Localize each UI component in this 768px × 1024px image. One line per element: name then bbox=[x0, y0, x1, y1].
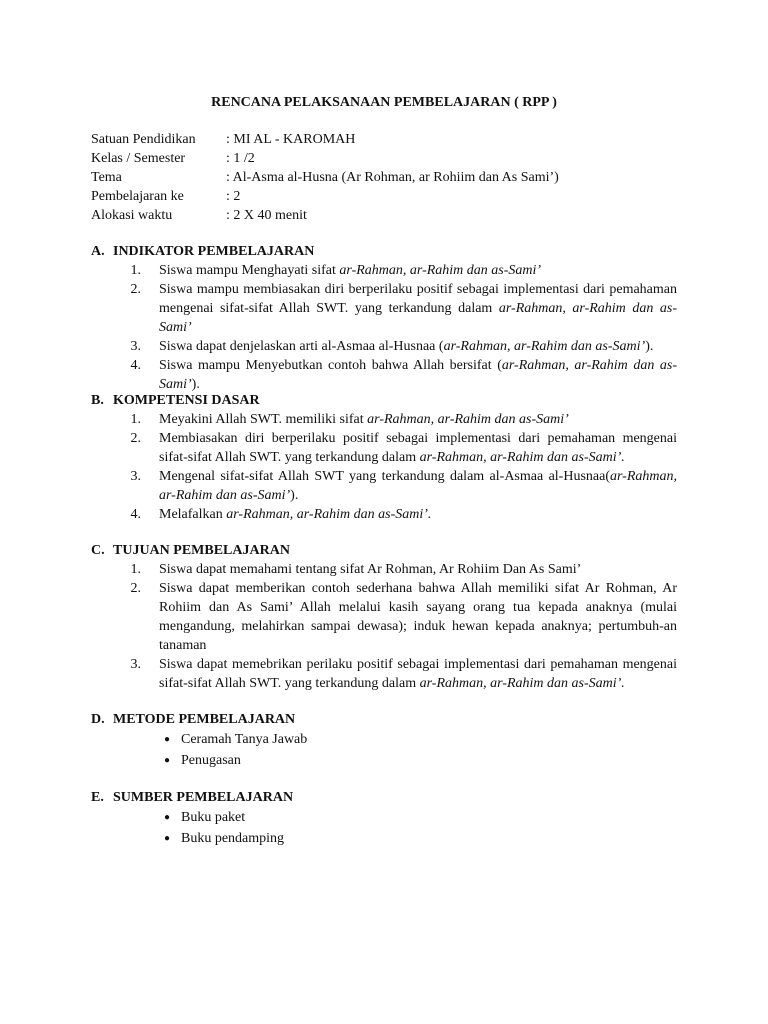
numbered-list bbox=[91, 410, 677, 524]
item-text-italic: ar-Rahman, ar-Rahim dan as-Sami’. bbox=[226, 507, 432, 522]
section-title: TUJUAN PEMBELAJARAN bbox=[113, 543, 290, 558]
item-number: 2. bbox=[130, 431, 141, 446]
section-heading bbox=[91, 242, 677, 261]
item-text-plain: Meyakini Allah SWT. memiliki sifat bbox=[159, 412, 368, 427]
item-number: 1. bbox=[130, 412, 141, 427]
info-row bbox=[91, 149, 559, 168]
item-text: Buku pendamping bbox=[181, 831, 285, 846]
item-text bbox=[159, 261, 677, 280]
list-item bbox=[91, 356, 677, 394]
list-item bbox=[91, 828, 677, 849]
list-item bbox=[91, 280, 677, 337]
item-number: 1. bbox=[130, 562, 141, 577]
item-text-plain: Siswa mampu Menyebutkan contoh bahwa Allah bersifat ( bbox=[159, 358, 502, 373]
item-text-plain: Membiasakan diri berperilaku positif sebagai implementasi dari pemahaman mengenai sifat-sifat Allah SWT. yang terkandung dalam bbox=[159, 431, 677, 465]
item-text-tail: ). bbox=[191, 377, 200, 392]
info-value: : MI AL - KAROMAH bbox=[226, 132, 356, 147]
list-item bbox=[91, 429, 677, 467]
section-heading bbox=[91, 710, 677, 729]
list-item bbox=[91, 579, 677, 655]
item-text bbox=[159, 410, 677, 429]
document-title: RENCANA PELAKSANAAN PEMBELAJARAN ( RPP ) bbox=[211, 95, 557, 110]
section-heading bbox=[91, 541, 677, 560]
list-item bbox=[91, 410, 677, 429]
info-row bbox=[91, 130, 559, 149]
item-text bbox=[159, 655, 677, 693]
info-value: : Al-Asma al-Husna (Ar Rohman, ar Rohiim dan As Sami’) bbox=[226, 170, 559, 185]
item-text-plain: Siswa dapat memberikan contoh sederhana bahwa Allah memiliki sifat Ar Rohman, Ar Rohiim dan As Sami’ Allah melalui kasih sayang orang tua kepada anaknya (mulai mengandung, melahirkan sampai dewasa); induk hewan kepada anaknya; pertumbuh-an tanaman bbox=[159, 581, 677, 653]
numbered-list bbox=[91, 261, 677, 394]
list-item bbox=[91, 807, 677, 828]
item-text: Buku paket bbox=[181, 810, 246, 825]
bullet-icon: ● bbox=[163, 734, 170, 745]
item-text-tail: ). bbox=[645, 339, 654, 354]
bullet-icon: ● bbox=[163, 755, 170, 766]
section-title: METODE PEMBELAJARAN bbox=[113, 712, 296, 727]
item-text-tail: ). bbox=[290, 488, 299, 503]
bullet-icon: ● bbox=[163, 833, 170, 844]
info-row bbox=[91, 206, 559, 225]
info-label: Tema bbox=[91, 170, 122, 185]
item-text-italic: ar-Rahman, ar-Rahim dan as-Sami’ bbox=[339, 263, 542, 278]
section-title: INDIKATOR PEMBELAJARAN bbox=[113, 244, 315, 259]
item-text: Ceramah Tanya Jawab bbox=[181, 732, 308, 747]
section-letter: C. bbox=[91, 543, 105, 558]
numbered-list bbox=[91, 560, 677, 693]
item-number: 2. bbox=[130, 282, 141, 297]
list-item bbox=[91, 467, 677, 505]
section-kompetensi bbox=[91, 391, 677, 524]
item-text bbox=[159, 356, 677, 394]
item-text bbox=[159, 560, 677, 579]
info-label: Alokasi waktu bbox=[91, 208, 173, 223]
section-metode bbox=[91, 710, 677, 771]
item-number: 4. bbox=[130, 507, 141, 522]
section-letter: D. bbox=[91, 712, 105, 727]
info-label: Kelas / Semester bbox=[91, 151, 186, 166]
section-heading bbox=[91, 391, 677, 410]
item-text bbox=[159, 429, 677, 467]
section-title: SUMBER PEMBELAJARAN bbox=[113, 790, 294, 805]
section-letter: A. bbox=[91, 244, 105, 259]
bullet-list bbox=[91, 807, 677, 849]
section-tujuan bbox=[91, 541, 677, 693]
item-text-italic: ar-Rahman, ar-Rahim dan as-Sami’. bbox=[419, 450, 625, 465]
section-indikator bbox=[91, 242, 677, 394]
item-number: 3. bbox=[130, 469, 141, 484]
item-text-plain: Siswa dapat memahami tentang sifat Ar Rohman, Ar Rohiim Dan As Sami’ bbox=[159, 562, 582, 577]
item-text bbox=[159, 467, 677, 505]
info-label: Pembelajaran ke bbox=[91, 189, 184, 204]
info-value: : 2 bbox=[226, 189, 241, 204]
item-text-plain: Melafalkan bbox=[159, 507, 227, 522]
item-number: 2. bbox=[130, 581, 141, 596]
item-text-italic: ar-Rahman, ar-Rahim dan as-Sami’ bbox=[159, 358, 677, 392]
section-sumber bbox=[91, 788, 677, 849]
item-text-italic: ar-Rahman, ar-Rahim dan as-Sami’ bbox=[367, 412, 569, 427]
item-text-plain: Siswa dapat memebrikan perilaku positif sebagai implementasi dari pemahaman mengenai sifat-sifat Allah SWT. yang terkandung dalam bbox=[159, 657, 677, 691]
item-text-plain: Siswa mampu membiasakan diri berperilaku positif sebagai implementasi dari pemahaman mengenai sifat-sifat Allah SWT. yang terkandung dalam bbox=[159, 282, 677, 316]
section-letter: B. bbox=[91, 393, 104, 408]
item-number: 4. bbox=[130, 358, 141, 373]
item-text-plain: Mengenal sifat-sifat Allah SWT yang terkandung dalam al-Asmaa al-Husnaa( bbox=[159, 469, 610, 484]
item-text bbox=[159, 579, 677, 655]
list-item bbox=[91, 729, 677, 750]
item-text bbox=[159, 280, 677, 337]
item-text-italic: ar-Rahman, ar-Rahim dan as-Sami’. bbox=[419, 676, 625, 691]
section-letter: E. bbox=[91, 790, 104, 805]
bullet-list bbox=[91, 729, 677, 771]
section-heading bbox=[91, 788, 677, 807]
info-label: Satuan Pendidikan bbox=[91, 132, 196, 147]
list-item bbox=[91, 261, 677, 280]
item-text: Penugasan bbox=[181, 753, 241, 768]
identity-table bbox=[91, 130, 559, 225]
item-number: 3. bbox=[130, 657, 141, 672]
item-text bbox=[159, 337, 677, 356]
item-text-plain: Siswa dapat denjelaskan arti al-Asmaa al-Husnaa ( bbox=[159, 339, 444, 354]
info-value: : 1 /2 bbox=[226, 151, 255, 166]
item-text-plain: Siswa mampu Menghayati sifat bbox=[159, 263, 340, 278]
info-value: : 2 X 40 menit bbox=[226, 208, 307, 223]
list-item bbox=[91, 337, 677, 356]
info-row bbox=[91, 187, 559, 206]
list-item bbox=[91, 560, 677, 579]
list-item bbox=[91, 655, 677, 693]
item-text-italic: ar-Rahman, ar-Rahim dan as-Sami’ bbox=[159, 469, 677, 503]
item-text-italic: ar-Rahman, ar-Rahim dan as-Sami’ bbox=[159, 301, 677, 335]
info-row bbox=[91, 168, 559, 187]
item-text bbox=[159, 505, 677, 524]
list-item bbox=[91, 505, 677, 524]
section-title: KOMPETENSI DASAR bbox=[113, 393, 260, 408]
item-text-italic: ar-Rahman, ar-Rahim dan as-Sami’ bbox=[443, 339, 646, 354]
list-item bbox=[91, 750, 677, 771]
bullet-icon: ● bbox=[163, 812, 170, 823]
item-number: 1. bbox=[130, 263, 141, 278]
item-number: 3. bbox=[130, 339, 141, 354]
